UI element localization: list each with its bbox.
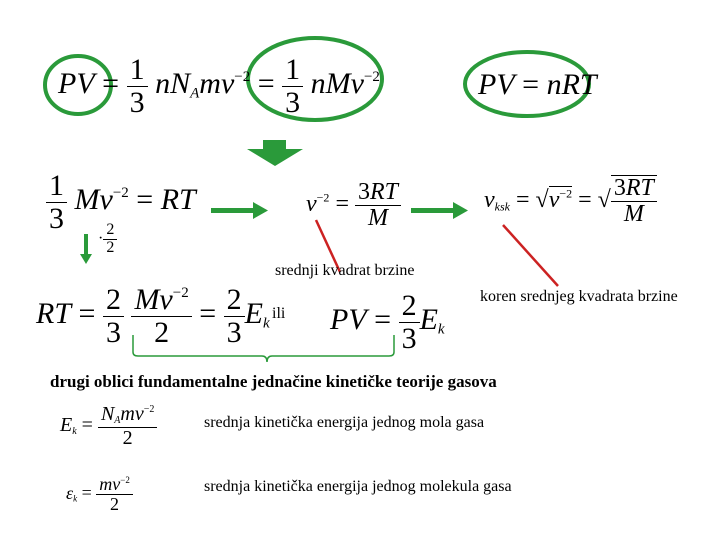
factor-two-halves: · $\frac{2}{2}$ (98, 222, 117, 257)
label-rms-speed: koren srednjeg kvadrata brzine (480, 288, 678, 305)
equation-mv2-rt: $\frac{1}{3}$ $Mv^{-2}$ = RT (46, 170, 196, 234)
down-arrow-icon (247, 140, 303, 166)
right-arrow-icon-1 (211, 202, 268, 219)
pointer-rms (503, 225, 558, 286)
equation-molar-energy: $E_k$ = $\frac{N_Amv^{-2}}{2}$ (60, 404, 157, 449)
equation-mean-square: $v^{-2}$ = $\frac{3RT}{M}$ (306, 180, 401, 231)
equation-ideal-gas: PV = nRT (478, 68, 597, 101)
equation-pv-energy: PV = $\frac{2}{3}$ $E_k$ (330, 289, 445, 355)
small-down-arrow-icon (80, 234, 92, 264)
equation-rms-speed: $v_{ksk} = √v^{-2}$ = √ $\frac{3RT}{M}$ (484, 175, 657, 227)
label-mean-square-speed: srednji kvadrat brzine (275, 262, 415, 279)
label-molecular-kinetic-energy: srednja kinetička energija jednog molekula gasa (204, 478, 512, 495)
label-molar-kinetic-energy: srednja kinetička energija jednog mola gasa (204, 414, 485, 431)
right-arrow-icon-2 (411, 202, 468, 219)
heading-other-forms: drugi oblici fundamentalne jednačine kinetičke teorije gasova (50, 372, 497, 391)
equation-pv-kinetic: PV = $\frac{1}{3}$ $nN_Amv^{-2}$ = $\frac{1}{3}$ nMv$^{-2}$ (58, 53, 380, 119)
equation-molecular-energy: $\varepsilon_k$ = $\frac{mv^{-2}}{2}$ (66, 475, 133, 514)
equation-rt-energy: RT = $\frac{2}{3}$ $\frac{Mv^{-2}}{2}$ = $\frac{2}{3}$ $E_k$ (36, 283, 270, 349)
label-or: ili (272, 305, 286, 322)
